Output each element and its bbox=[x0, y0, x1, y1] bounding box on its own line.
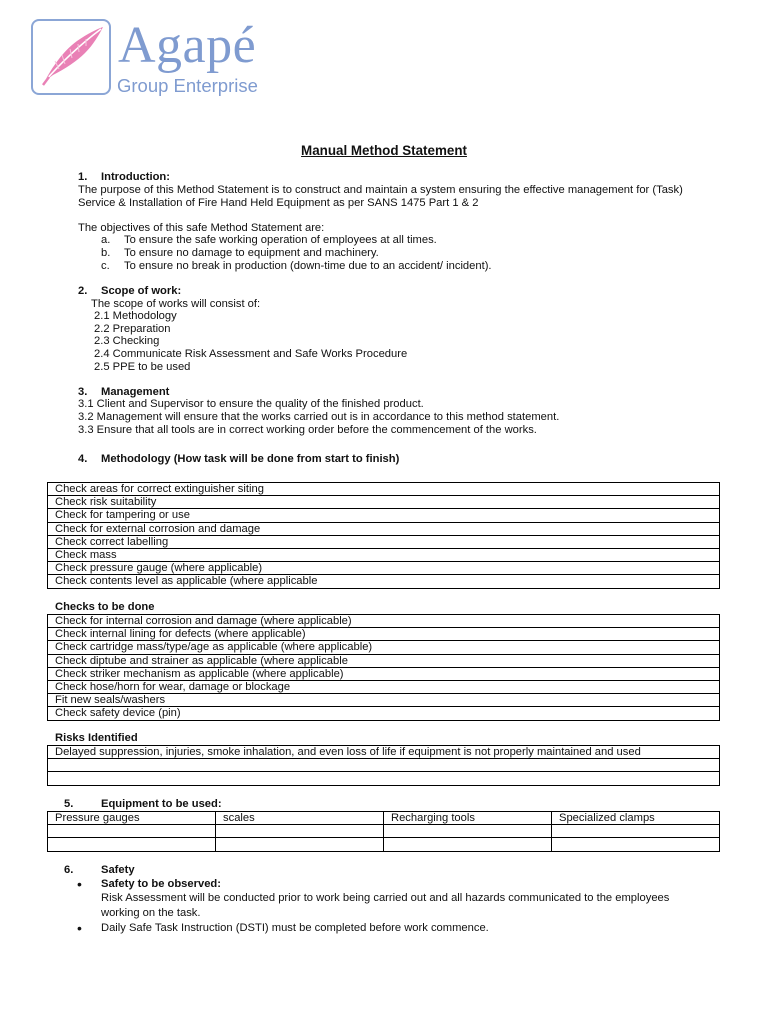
table-cell: Check cartridge mass/type/age as applicable (where applicable) bbox=[48, 641, 720, 654]
objective-letter: c. bbox=[101, 260, 110, 272]
table-cell bbox=[48, 772, 720, 785]
methodology-table bbox=[47, 482, 720, 589]
scope-heading: Scope of work: bbox=[101, 285, 182, 297]
table-row bbox=[48, 825, 720, 838]
table-cell: scales bbox=[216, 812, 384, 825]
table-row bbox=[48, 759, 720, 772]
table-row bbox=[48, 746, 720, 759]
logo-frame bbox=[31, 19, 111, 95]
table-cell bbox=[384, 825, 552, 838]
objective-letter: a. bbox=[101, 234, 111, 246]
checks-table bbox=[47, 614, 720, 721]
table-row bbox=[48, 667, 720, 680]
safety-heading: Safety bbox=[101, 864, 135, 876]
safety-heading-number: 6. bbox=[64, 864, 74, 876]
table-row bbox=[48, 812, 720, 825]
table-cell: Check contents level as applicable (where applicable bbox=[48, 575, 720, 588]
intro-heading-number: 1. bbox=[78, 171, 88, 183]
table-row bbox=[48, 707, 720, 720]
table-cell: Check correct labelling bbox=[48, 535, 720, 548]
risks-table bbox=[47, 745, 720, 786]
table-row bbox=[48, 522, 720, 535]
scope-intro: The scope of works will consist of: bbox=[91, 298, 261, 310]
table-cell: Check diptube and strainer as applicable (where applicable bbox=[48, 654, 720, 667]
management-heading: Management bbox=[101, 386, 170, 398]
table-cell: Check hose/horn for wear, damage or blockage bbox=[48, 681, 720, 694]
table-cell bbox=[552, 838, 720, 851]
table-row bbox=[48, 615, 720, 628]
table-row bbox=[48, 681, 720, 694]
feather-icon bbox=[33, 21, 109, 93]
methodology-heading-number: 4. bbox=[78, 453, 88, 465]
objective-text: To ensure no damage to equipment and machinery. bbox=[124, 247, 379, 259]
document-title: Manual Method Statement bbox=[301, 143, 467, 158]
logo-subtitle: Group Enterprise bbox=[117, 75, 258, 96]
checks-heading: Checks to be done bbox=[55, 601, 155, 613]
table-cell bbox=[48, 825, 216, 838]
table-cell bbox=[48, 759, 720, 772]
methodology-heading: Methodology (How task will be done from start to finish) bbox=[101, 453, 400, 465]
table-row bbox=[48, 628, 720, 641]
objective-text: To ensure no break in production (down-time due to an accident/ incident). bbox=[124, 260, 492, 272]
management-item: 3.3 Ensure that all tools are in correct working order before the commencement of the works. bbox=[78, 424, 537, 436]
table-row bbox=[48, 496, 720, 509]
intro-heading: Introduction: bbox=[101, 171, 170, 183]
management-item: 3.2 Management will ensure that the works carried out is in accordance to this method statement. bbox=[78, 411, 560, 423]
table-cell bbox=[216, 825, 384, 838]
table-cell: Check for external corrosion and damage bbox=[48, 522, 720, 535]
table-row bbox=[48, 535, 720, 548]
safety-bullet-line: Risk Assessment will be conducted prior to work being carried out and all hazards communicated to the employees bbox=[101, 892, 670, 904]
table-cell bbox=[552, 825, 720, 838]
safety-bullet-title: Safety to be observed: bbox=[101, 878, 221, 890]
table-row bbox=[48, 575, 720, 588]
scope-item: 2.2 Preparation bbox=[94, 323, 171, 335]
equipment-heading: Equipment to be used: bbox=[101, 798, 222, 810]
table-cell: Check striker mechanism as applicable (where applicable) bbox=[48, 667, 720, 680]
risks-heading: Risks Identified bbox=[55, 732, 138, 744]
intro-purpose-line: Service & Installation of Fire Hand Held Equipment as per SANS 1475 Part 1 & 2 bbox=[78, 197, 479, 209]
table-row bbox=[48, 654, 720, 667]
table-cell bbox=[48, 838, 216, 851]
table-cell: Specialized clamps bbox=[552, 812, 720, 825]
table-cell: Recharging tools bbox=[384, 812, 552, 825]
table-cell bbox=[384, 838, 552, 851]
bullet-icon: • bbox=[77, 920, 82, 936]
scope-item: 2.1 Methodology bbox=[94, 310, 177, 322]
table-cell: Check areas for correct extinguisher siting bbox=[48, 483, 720, 496]
equipment-table bbox=[47, 811, 720, 852]
scope-item: 2.3 Checking bbox=[94, 335, 160, 347]
table-cell: Fit new seals/washers bbox=[48, 694, 720, 707]
table-row bbox=[48, 483, 720, 496]
safety-bullet-line: working on the task. bbox=[101, 907, 201, 919]
table-cell: Check for internal corrosion and damage (where applicable) bbox=[48, 615, 720, 628]
table-row bbox=[48, 694, 720, 707]
management-item: 3.1 Client and Supervisor to ensure the quality of the finished product. bbox=[78, 398, 424, 410]
table-cell: Check safety device (pin) bbox=[48, 707, 720, 720]
table-cell: Delayed suppression, injuries, smoke inhalation, and even loss of life if equipment is not properly maintained and used bbox=[48, 746, 720, 759]
equipment-heading-number: 5. bbox=[64, 798, 74, 810]
table-cell: Check pressure gauge (where applicable) bbox=[48, 562, 720, 575]
table-cell bbox=[216, 838, 384, 851]
table-row bbox=[48, 562, 720, 575]
bullet-icon: • bbox=[77, 876, 82, 892]
table-cell: Check mass bbox=[48, 549, 720, 562]
scope-item: 2.4 Communicate Risk Assessment and Safe Works Procedure bbox=[94, 348, 408, 360]
table-cell: Check for tampering or use bbox=[48, 509, 720, 522]
table-row bbox=[48, 641, 720, 654]
scope-heading-number: 2. bbox=[78, 285, 88, 297]
scope-item: 2.5 PPE to be used bbox=[94, 361, 191, 373]
safety-bullet-text: Daily Safe Task Instruction (DSTI) must be completed before work commence. bbox=[101, 922, 489, 934]
management-heading-number: 3. bbox=[78, 386, 88, 398]
table-row bbox=[48, 838, 720, 851]
table-row bbox=[48, 772, 720, 785]
table-cell: Check risk suitability bbox=[48, 496, 720, 509]
logo-name: Agapé bbox=[118, 17, 257, 74]
table-cell: Check internal lining for defects (where applicable) bbox=[48, 628, 720, 641]
table-row bbox=[48, 549, 720, 562]
objectives-intro: The objectives of this safe Method Statement are: bbox=[78, 222, 325, 234]
table-cell: Pressure gauges bbox=[48, 812, 216, 825]
objective-letter: b. bbox=[101, 247, 111, 259]
intro-purpose-line: The purpose of this Method Statement is to construct and maintain a system ensuring the effective management for (Task) bbox=[78, 184, 683, 196]
table-row bbox=[48, 509, 720, 522]
objective-text: To ensure the safe working operation of employees at all times. bbox=[124, 234, 437, 246]
